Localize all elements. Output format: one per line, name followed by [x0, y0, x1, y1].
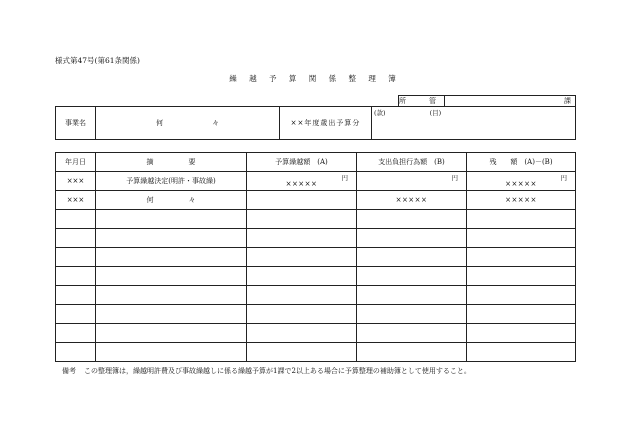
- table-row: [56, 286, 576, 305]
- row-amount-b: [357, 172, 467, 191]
- project-name-label: 事業名: [56, 107, 96, 140]
- project-name-value: 何 々: [96, 107, 280, 140]
- remarks-note: [62, 366, 471, 376]
- budget-item-cell: [372, 107, 576, 140]
- item-kan-label: (款): [374, 109, 386, 117]
- project-header-table: [55, 106, 576, 140]
- table-row: [56, 305, 576, 324]
- row-date: ×××: [56, 191, 96, 210]
- department-label: 所 管: [399, 97, 444, 105]
- ledger-header-row: [56, 153, 576, 172]
- row-date: ×××: [56, 172, 96, 191]
- table-row: [56, 191, 576, 210]
- remarks-text: この整理簿は，繰越明許費及び事故繰越しに係る繰越予算が1課で2以上ある場合に予算整理の補助簿として使用すること。: [84, 367, 471, 375]
- amount-value: ×××××: [505, 196, 537, 204]
- col-balance: 残 額 (A)－(B): [467, 153, 576, 172]
- table-row: [56, 210, 576, 229]
- table-row: [56, 324, 576, 343]
- amount-value: [357, 178, 466, 184]
- table-row: [56, 267, 576, 286]
- department-value: 課: [445, 96, 576, 107]
- col-description: 摘 要: [96, 153, 247, 172]
- amount-value: ×××××: [285, 180, 318, 188]
- table-row: [56, 229, 576, 248]
- row-amount-a: [247, 172, 357, 191]
- amount-value: ×××××: [505, 180, 537, 188]
- table-row: [56, 343, 576, 362]
- ledger-table: [55, 152, 576, 362]
- unit-label: 円: [451, 174, 458, 182]
- table-row: [56, 172, 576, 191]
- row-amount-c: [467, 191, 576, 210]
- form-number-label: 様式第47号(第61条関係): [55, 56, 140, 65]
- remarks-label: 備考: [62, 367, 76, 375]
- row-amount-b: [357, 191, 467, 210]
- table-row: [56, 248, 576, 267]
- row-amount-c: [467, 172, 576, 191]
- col-commitment-amount: 支出負担行為額 (B): [357, 153, 467, 172]
- unit-label: 円: [341, 174, 348, 182]
- row-amount-a: [247, 191, 357, 210]
- row-description: 何 々: [96, 191, 247, 210]
- budget-year-label: ××年度歳出予算分: [280, 107, 372, 140]
- amount-value: ×××××: [395, 196, 428, 204]
- col-carryover-amount: 予算繰越額 (A): [247, 153, 357, 172]
- document-title: 繰 越 予 算 関 係 整 理 簿: [229, 74, 401, 83]
- row-description: 予算繰越決定(明許・事故繰): [96, 172, 247, 191]
- col-date: 年月日: [56, 153, 96, 172]
- unit-label: 円: [560, 174, 567, 182]
- item-moku-label: (目): [429, 109, 442, 117]
